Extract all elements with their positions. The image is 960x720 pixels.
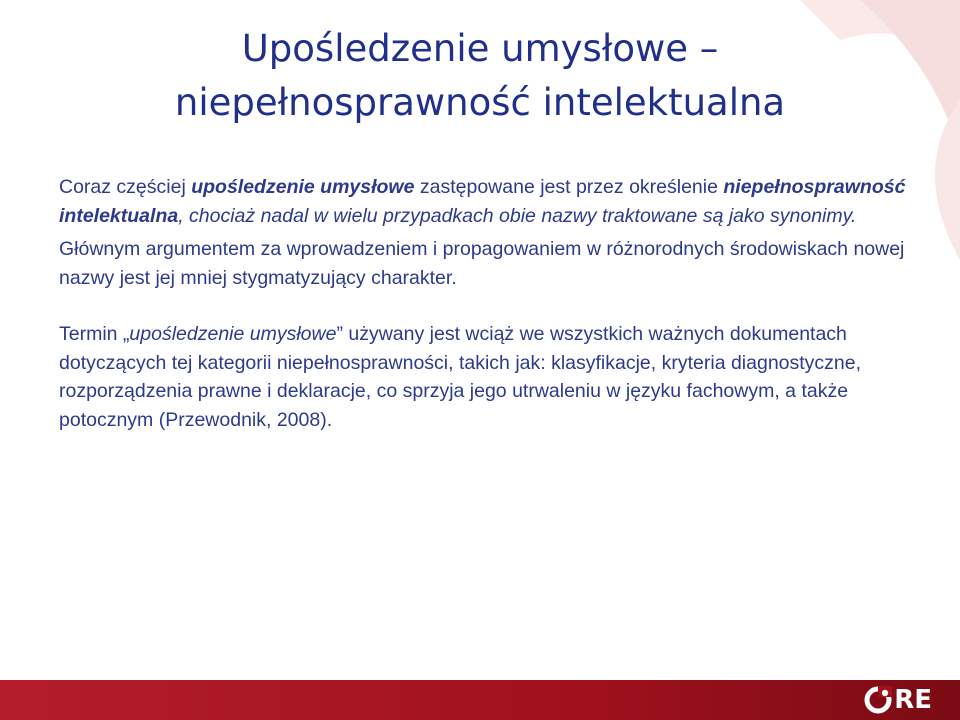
term-upośledzenie-umysłowe: upośledzenie umysłowe bbox=[191, 176, 415, 198]
slide-title bbox=[60, 22, 900, 130]
ore-logo bbox=[864, 686, 932, 714]
paragraph-1-text-a: Coraz częściej bbox=[59, 176, 192, 198]
paragraph-3-text-a: Termin „ bbox=[59, 323, 130, 345]
slide-body bbox=[59, 173, 909, 434]
term-niepełnosprawność-intelektualna: niepełnosprawność intelektualna bbox=[59, 176, 906, 227]
paragraph-3 bbox=[59, 320, 909, 434]
paragraph-1-text-c: , chociaż nadal w wielu przypadkach obie nazwy traktowane są jako synonimy. bbox=[178, 204, 857, 227]
footer-bar bbox=[0, 680, 960, 720]
logo-text: RE bbox=[894, 685, 932, 715]
paragraph-1-text-b: zastępowane jest przez określenie bbox=[414, 176, 724, 198]
title-line-2: niepełnosprawność intelektualna bbox=[174, 81, 786, 124]
paragraph-2: Głównym argumentem za wprowadzeniem i propagowaniem w różnorodnych środowiskach nowej nazwy jest jej mniej stygmatyzujący charakter. bbox=[59, 238, 905, 289]
ore-logo-icon bbox=[864, 686, 892, 714]
term-italic: upośledzenie umysłowe bbox=[129, 323, 337, 345]
paragraph-3-text-b: ” używany jest wciąż we wszystkich ważnych dokumentach dotyczących tej kategorii niepełnosprawności, takich jak: klasyfikacje, kryteria diagnostyczne, rozporządzenia prawne i deklaracje, co sprzyja jego utrwaleniu w języku fachowym, a także potocznym (Przewodnik, 2008). bbox=[59, 323, 862, 431]
paragraph-1 bbox=[59, 173, 909, 230]
title-line-1: Upośledzenie umysłowe – bbox=[241, 27, 719, 70]
